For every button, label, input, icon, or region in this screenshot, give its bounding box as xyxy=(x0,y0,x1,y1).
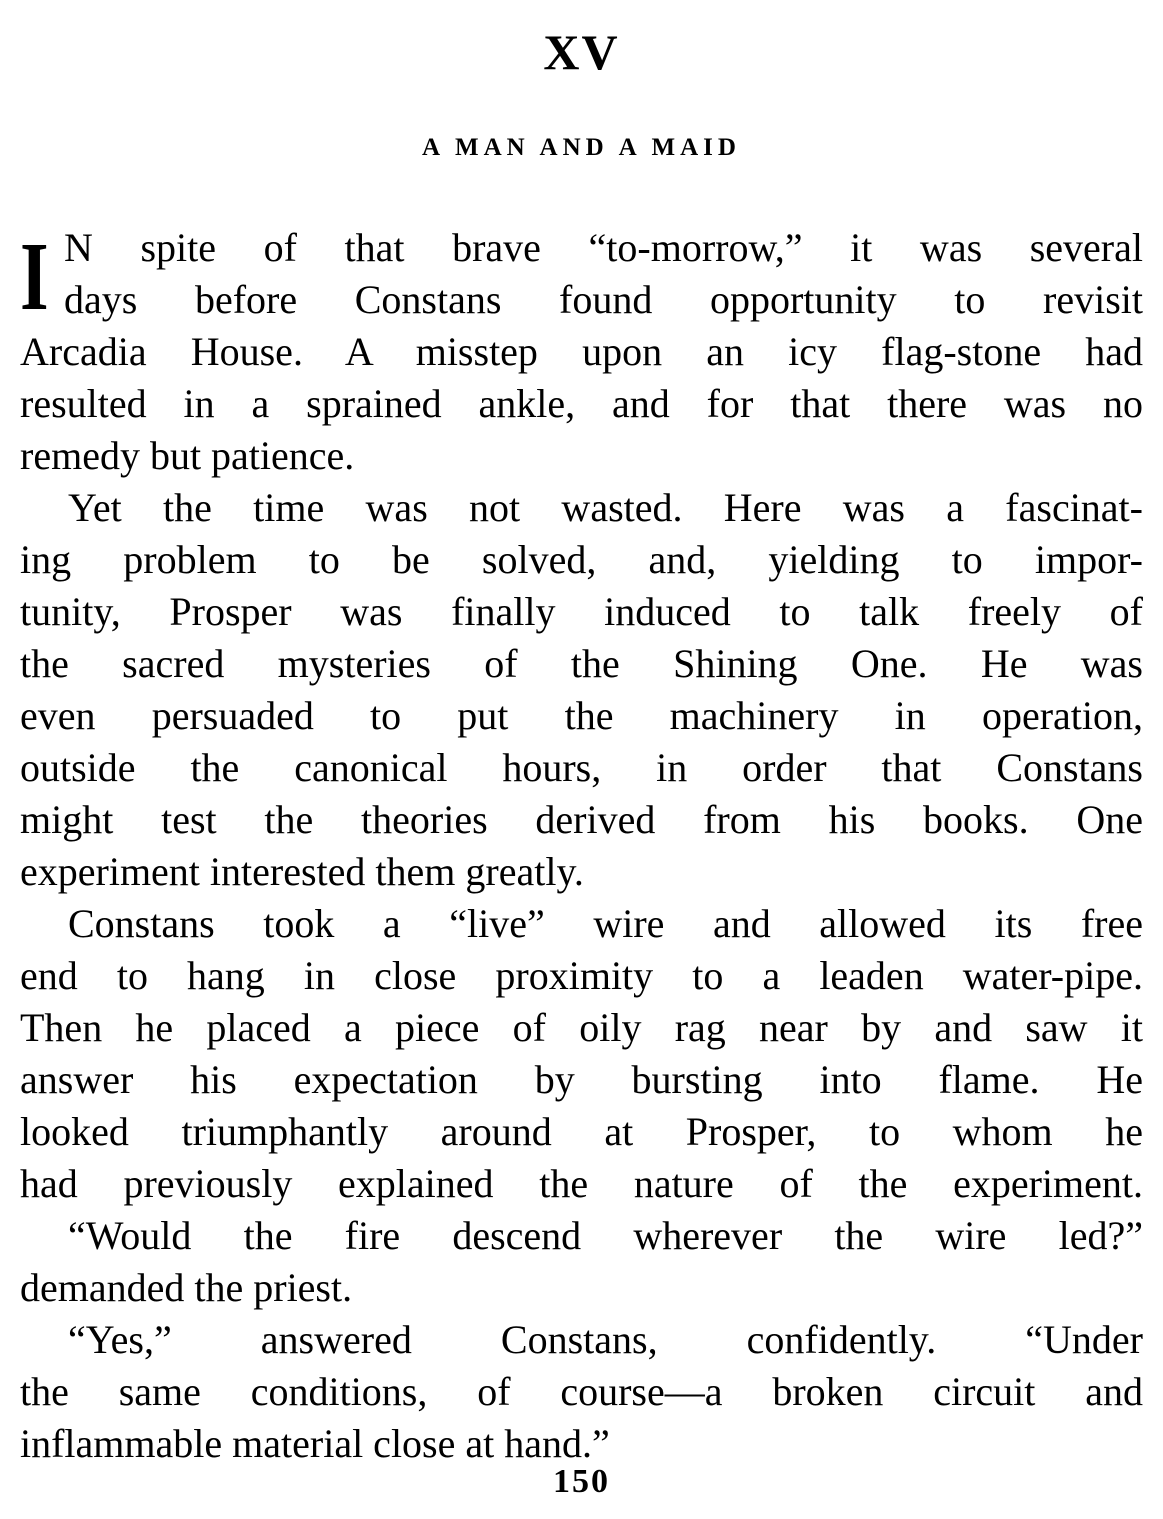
text-line: Arcadia House. A misstep upon an icy flag-stone had xyxy=(20,329,1143,374)
text-line: resulted in a sprained ankle, and for that there was no xyxy=(20,381,1143,426)
text-line: answer his expectation by bursting into flame. He xyxy=(20,1057,1143,1102)
text-line: tunity, Prosper was finally induced to talk freely of xyxy=(20,589,1143,634)
text-line: the same conditions, of course—a broken circuit and xyxy=(20,1369,1143,1414)
text-line: end to hang in close proximity to a leaden water-pipe. xyxy=(20,953,1143,998)
chapter-number: XV xyxy=(543,24,620,80)
drop-cap: I xyxy=(20,223,49,331)
paragraph-4 xyxy=(20,1210,1143,1314)
text-line: might test the theories derived from his books. One xyxy=(20,797,1143,842)
text-line: the sacred mysteries of the Shining One. He was xyxy=(20,641,1143,686)
text-line: “Would the fire descend wherever the wire led?” xyxy=(68,1213,1143,1258)
text-line: N spite of that brave “to-morrow,” it was several xyxy=(64,225,1143,270)
paragraph-5 xyxy=(20,1314,1143,1470)
page-number: 150 xyxy=(553,1463,610,1500)
text-line: outside the canonical hours, in order that Constans xyxy=(20,745,1143,790)
text-line: looked triumphantly around at Prosper, to whom he xyxy=(20,1109,1143,1154)
text-line: demanded the priest. xyxy=(20,1265,353,1310)
paragraph-3 xyxy=(20,898,1143,1210)
text-line: Then he placed a piece of oily rag near by and saw it xyxy=(20,1005,1143,1050)
text-line: even persuaded to put the machinery in operation, xyxy=(20,693,1143,738)
text-line: days before Constans found opportunity to revisit xyxy=(64,277,1143,322)
text-line: ing problem to be solved, and, yielding to impor- xyxy=(20,537,1143,582)
chapter-title: A MAN AND A MAID xyxy=(422,134,741,161)
text-line: experiment interested them greatly. xyxy=(20,849,584,894)
paragraph-2 xyxy=(20,482,1143,898)
text-line: “Yes,” answered Constans, confidently. “Under xyxy=(68,1317,1143,1362)
text-line: inflammable material close at hand.” xyxy=(20,1421,610,1466)
body-text xyxy=(20,222,1143,1470)
paragraph-1 xyxy=(20,222,1143,482)
text-line: remedy but patience. xyxy=(20,433,355,478)
text-line: had previously explained the nature of the experiment. xyxy=(20,1161,1143,1206)
text-line: Constans took a “live” wire and allowed its free xyxy=(68,901,1143,946)
text-line: Yet the time was not wasted. Here was a fascinat- xyxy=(68,485,1143,530)
